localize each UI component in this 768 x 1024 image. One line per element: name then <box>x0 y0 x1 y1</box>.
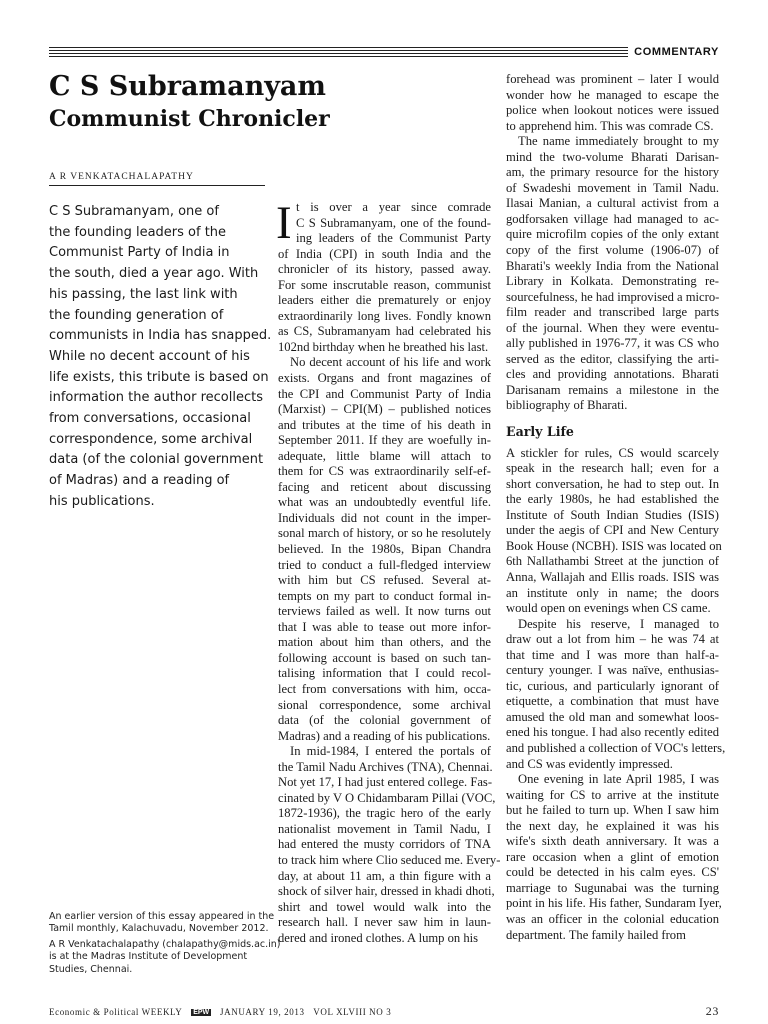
text-line: Darisanam remains a milestone in the <box>506 382 719 397</box>
text-line: Bharati's weekly India from the National <box>506 258 719 273</box>
text-line: the next day, he explained it was his <box>506 818 719 833</box>
text-line: An earlier version of this essay appeared in the <box>49 911 275 922</box>
text-line: While no decent account of his <box>49 348 250 364</box>
text-line: talising information that I could recol- <box>278 666 491 681</box>
page-number: 23 <box>705 1004 719 1018</box>
text-line: amused the old man and somewhat loos- <box>506 709 719 724</box>
text-line: Madras) and a reading of his publications. <box>278 728 491 743</box>
text-line: of Swadeshi movement in Tamil Nadu. <box>506 180 719 195</box>
text-line: tic, curious, and particularly ignorant of <box>506 678 719 693</box>
text-line: (Marxist) – CPI(M) – published notices <box>278 402 491 417</box>
text-line: wife's sixth death anniversary. It was a <box>506 834 719 849</box>
text-line: from conversations, occasional <box>49 411 251 427</box>
text-line: the CPI and Communist Party of India <box>278 386 491 401</box>
text-line: believed. In the 1980s, Bipan Chandra <box>278 542 491 557</box>
text-line: Institute of South Indian Studies (ISIS) <box>506 507 719 522</box>
text-line: point in his life. His father, Sundaram Iyer, <box>506 896 722 911</box>
text-line: 1872-1936), the tragic hero of the early <box>278 806 491 821</box>
text-line: waiting for CS to arrive at the institute <box>506 787 719 802</box>
text-line: data (of the colonial government of <box>278 713 491 728</box>
text-line: and CS was evidently impressed. <box>506 756 673 771</box>
text-line: but he failed to turn up. When I saw him <box>506 803 719 818</box>
text-line: No decent account of his life and work <box>290 355 491 370</box>
text-line: rare occasion when a glint of emotion <box>506 849 719 864</box>
text-line: the founding generation of <box>49 307 224 323</box>
text-line: draw out a lot from him – he was 74 at <box>506 632 719 647</box>
text-line: cinated by V O Chidambaram Pillai (VOC, <box>278 790 496 805</box>
text-line: speak in the research hall; even for a <box>506 461 719 476</box>
author-byline: A R VENKATACHALAPATHY <box>49 172 194 182</box>
text-line: research hall. I never saw him in laun- <box>278 915 491 930</box>
text-line: day, at about 11 am, a thin figure with a <box>278 868 491 883</box>
text-line: to track him where Clio seduced me. Every- <box>278 852 501 867</box>
article-notes <box>49 911 281 979</box>
epw-logo: EPW <box>193 1009 210 1016</box>
text-line: shirt and towel would walk into the <box>278 899 491 914</box>
text-line: short conversation, he had to step out. In <box>506 476 719 491</box>
body-column-2 <box>276 197 501 946</box>
text-line: lect from conversations with him, occa- <box>278 681 491 696</box>
text-line: sional correspondence, some archival <box>278 697 491 712</box>
text-line: godforsaken village had managed to ac- <box>506 211 719 226</box>
text-line: life exists, this tribute is based on <box>49 369 269 385</box>
text-line: In mid-1984, I entered the portals of <box>290 744 491 759</box>
text-line: century younger. I was naïve, enthusias- <box>506 663 719 678</box>
text-line: the south, died a year ago. With <box>49 266 259 282</box>
text-line: tempts on my part to conduct formal in- <box>278 588 491 603</box>
text-line: to apprehend him. This was comrade CS. <box>506 118 714 133</box>
text-line: of the journal. When they were eventu- <box>506 320 719 335</box>
text-line: C S Subramanyam, one of the found- <box>296 215 491 230</box>
text-line: adequate, little blame will attach to <box>278 448 491 463</box>
text-line: Tamil monthly, Kalachuvadu, November 2012. <box>49 923 269 935</box>
text-line: his passing, the last link with <box>49 286 238 302</box>
text-line: an institute only in name; the doors <box>506 585 719 600</box>
text-line: extraordinarily long lives. Fondly known <box>278 308 491 323</box>
text-line: copy of the first volume (1906-07) of <box>506 243 719 258</box>
text-line: 102nd birthday when he breathed his last. <box>278 339 489 354</box>
page-footer <box>49 1004 719 1020</box>
header-rules <box>49 47 719 57</box>
text-line: them for CS was extraordinarily self-ef- <box>278 464 491 479</box>
text-line: Library in Kolkata. Demonstrating re- <box>506 274 719 289</box>
text-line: was an officer in the colonial education <box>506 911 719 926</box>
text-line: etiquette, a combination that must have <box>506 694 719 709</box>
footer-date: JANUARY 19, 2013 <box>220 1007 305 1017</box>
drop-cap: I <box>276 197 292 249</box>
text-line: served as the editor, classifying the arti- <box>506 351 719 366</box>
author-affiliation-note <box>49 938 281 976</box>
text-line: September 2011. If they are woefully in- <box>278 433 491 448</box>
text-line: terviews failed as well. It now turns out <box>278 604 491 619</box>
text-line: of India (CPI) in south India and the <box>278 246 491 261</box>
text-line: that I was able to tease out more infor- <box>278 619 491 634</box>
section-label: COMMENTARY <box>628 45 719 59</box>
text-line: 6th Nallathambi Street at the junction of <box>506 554 719 569</box>
text-line: what was an undoubtedly eventful life. <box>278 495 491 510</box>
text-line: the early 1980s, he had established the <box>506 492 719 507</box>
section-heading: Early Life <box>506 424 574 440</box>
text-line: film reader and transcribed large parts <box>506 305 719 320</box>
text-line: ened his tongue. I had also recently edited <box>506 725 719 740</box>
text-line: the Tamil Nadu Archives (TNA), Chennai. <box>278 759 493 774</box>
text-line: communists in India has snapped. <box>49 328 272 344</box>
text-line: that time and I was more than half-a- <box>506 647 719 662</box>
text-line: quire microfilm copies of the only extant <box>506 227 719 242</box>
article-title: C S Subramanyam <box>49 71 326 102</box>
text-line: shock of silver hair, dressed in khadi dhoti, <box>278 884 495 899</box>
text-line: Not yet 17, I had just entered college. Fas- <box>278 775 493 790</box>
text-line: wonder how he managed to escape the <box>506 87 719 102</box>
text-line: dered and ironed clothes. A lump on his <box>278 930 479 945</box>
footer-volume: VOL XLVIII NO 3 <box>313 1007 392 1017</box>
text-line: and tributes at the time of his death in <box>278 417 491 432</box>
text-line: would open on evenings when CS came. <box>506 601 711 616</box>
earlier-version-note <box>49 911 275 936</box>
text-line: A R Venkatachalapathy (chalapathy@mids.ac.in) <box>49 938 281 950</box>
text-line: exists. Organs and front magazines of <box>278 371 491 386</box>
text-line: sourcefulness, he had improvised a micro- <box>506 289 720 304</box>
text-line: Book House (NCBH). ISIS was located on <box>506 538 722 553</box>
footer-journal: Economic & Political WEEKLY <box>49 1007 183 1017</box>
text-line: Studies, Chennai. <box>49 963 133 975</box>
text-line: The name immediately brought to my <box>518 134 719 149</box>
text-line: data (of the colonial government <box>49 452 264 468</box>
text-line: following account is based on such tan- <box>278 650 491 665</box>
text-line: Anna, Wallajah and Ellis roads. ISIS was <box>506 569 719 584</box>
text-line: t is over a year since comrade <box>296 200 491 214</box>
article-subtitle: Communist Chronicler <box>49 106 330 132</box>
text-line: For some inscrutable reason, communist <box>278 277 491 292</box>
text-line: correspondence, some archival <box>49 431 253 447</box>
text-line: with him but CS refused. Several at- <box>278 573 491 588</box>
text-line: bibliography of Bharati. <box>506 398 628 413</box>
text-line: ing leaders of the Communist Party <box>296 231 491 246</box>
text-line: under the aegis of CPI and New Century <box>506 523 719 538</box>
text-line: could be detected in his calm eyes. CS' <box>506 865 719 880</box>
text-line: department. The family hailed from <box>506 927 686 942</box>
text-line: Ilasai Manian, a cultural activist from a <box>506 196 719 211</box>
text-line: sonal march of history, or so he resolutely <box>278 526 491 541</box>
text-line: his publications. <box>49 493 155 509</box>
text-line: ally published in 1976-77, it was CS who <box>506 336 719 351</box>
text-line: marriage to Sugunabai was the turning <box>506 880 719 895</box>
text-line: mind the two-volume Bharati Darisan- <box>506 149 719 164</box>
text-line: Individuals did not count in the imper- <box>278 510 491 525</box>
article-abstract <box>49 202 272 513</box>
text-line: tried to conduct a full-fledged interview <box>278 557 491 572</box>
text-line: forehead was prominent – later I would <box>506 72 719 86</box>
text-line: leaders either die prematurely or enjoy <box>278 293 491 308</box>
text-line: is at the Madras Institute of Development <box>49 951 248 963</box>
body-column-3 <box>506 72 726 943</box>
text-line: Despite his reserve, I managed to <box>518 616 719 631</box>
text-line: cles and providing annotations. Bharati <box>506 367 719 382</box>
byline-rule <box>49 185 265 186</box>
text-line: One evening in late April 1985, I was <box>518 772 719 787</box>
text-line: and published a collection of VOC's letters, <box>506 740 726 755</box>
text-line: nationalist movement in Tamil Nadu, I <box>278 821 491 836</box>
text-line: chronicler of its history, passed away. <box>278 262 491 277</box>
text-line: as CS, Subramanyam had celebrated his <box>278 324 491 339</box>
text-line: had entered the musty corridors of TNA <box>278 837 491 852</box>
text-line: Communist Party of India in <box>49 245 230 261</box>
text-line: mation about him than others, and the <box>278 635 491 650</box>
text-line: facing and reticent about discussing <box>278 479 491 494</box>
text-line: police when lookout notices were issued <box>506 103 719 118</box>
text-line: am, the primary resource for the history <box>506 165 719 180</box>
text-line: C S Subramanyam, one of <box>49 204 219 219</box>
text-line: information the author recollects <box>49 390 263 406</box>
text-line: A stickler for rules, CS would scarcely <box>506 445 719 460</box>
text-line: the founding leaders of the <box>49 224 227 240</box>
text-line: of Madras) and a reading of <box>49 473 230 489</box>
